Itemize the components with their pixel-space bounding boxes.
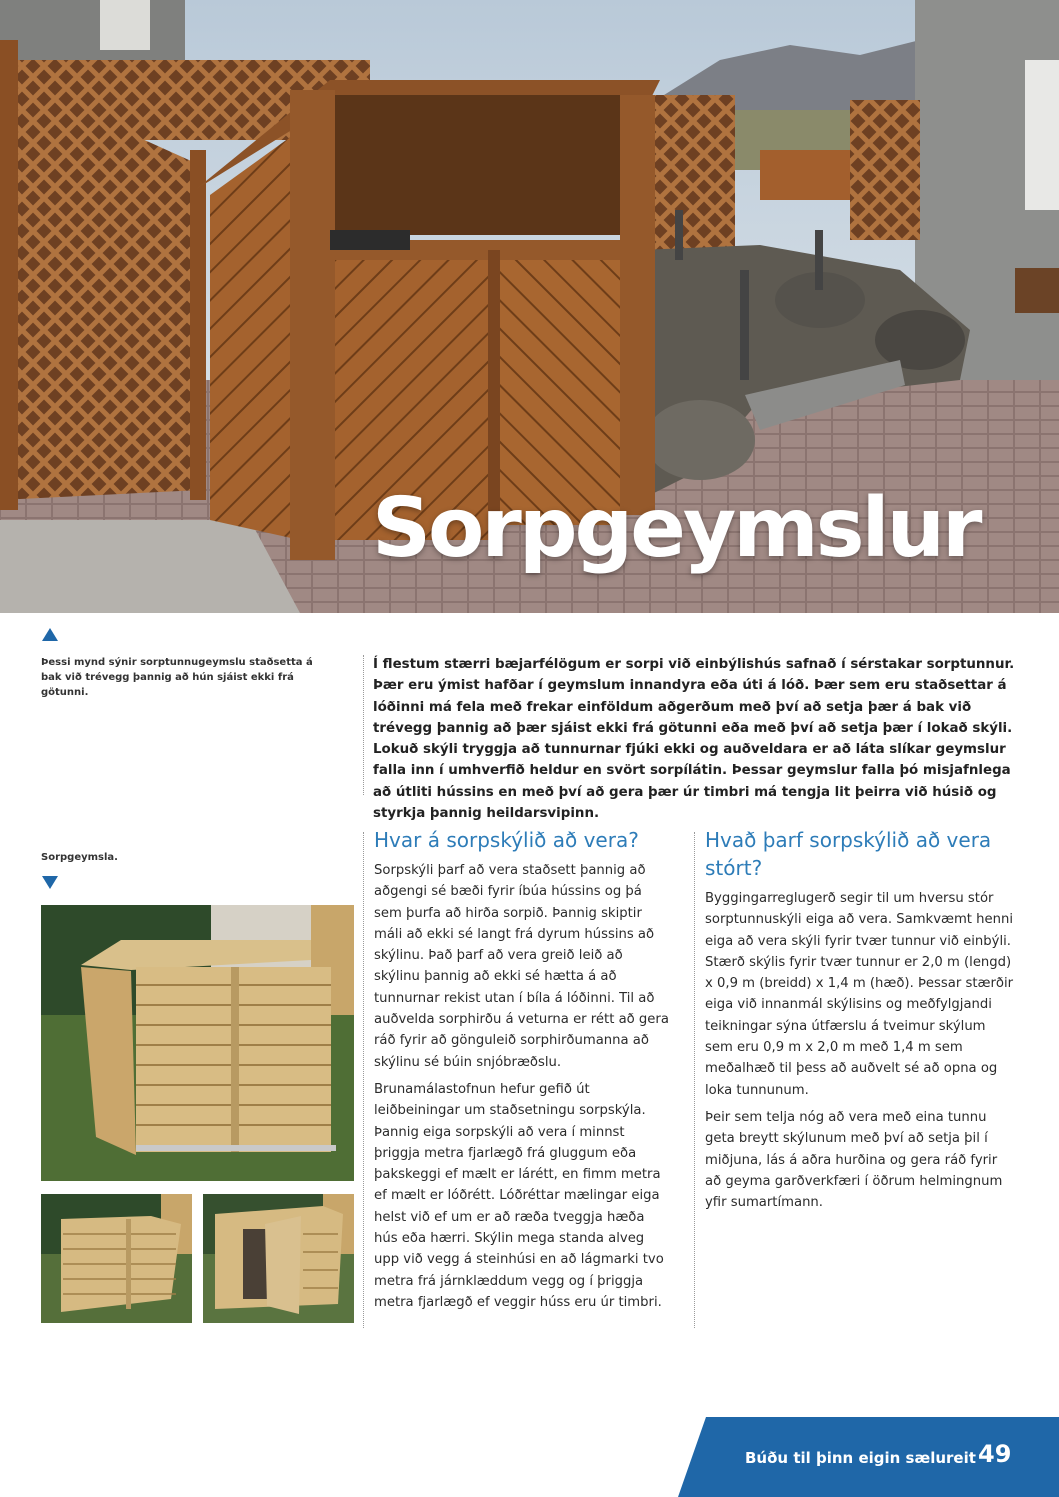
column-divider xyxy=(363,655,364,795)
footer-book-title: Búðu til þinn eigin sælureit xyxy=(745,1449,976,1467)
section-paragraph: Brunamálastofnun hefur gefið út leiðbeiningar um staðsetningu sorpskýla. Þannig eiga sorpskýli að vera í minnst þriggja metra fjarlægð frá gluggum eða þakskeggi ef mælt er lárétt, en fimm metra ef mælt er lóðrétt. Lóðréttar mælingar eiga helst við ef um er að ræða tveggja hæða hús eða hærri. Skýlin mega standa alveg upp við vegg á steinhúsi en að lágmarki tvo metra frá járnklæddum vegg og í þriggja metra fjarlægð ef veggir húss eru úr timbri. xyxy=(374,1081,664,1310)
section-location xyxy=(374,826,672,1319)
page-number: 49 xyxy=(978,1440,1012,1468)
caption-down-arrow-icon xyxy=(42,876,58,889)
column-divider xyxy=(363,832,364,1328)
section-paragraph: Sorpskýli þarf að vera staðsett þannig að aðgengi sé bæði fyrir íbúa hússins og þá sem þurfa að hirða sorpið. Þannig skiptir máli að ekki sé langt frá dyrum hússins að skýlinu. Það þarf að vera greið leið að skýlinu þannig að ekki sé hætta á að tunnurnar rekist utan í bíla á lóðinni. Til að auðvelda sorphirðu á veturna er rétt að gera ráð fyrir að gönguleið sorphirðumanna að skýlinu sé búin snjóbræðslu. xyxy=(374,863,669,1070)
section-paragraph: Þeir sem telja nóg að vera með eina tunnu geta breytt skýlunum með því að setja þil í miðjuna, lás á aðra hurðina og gera ráð fyrir að geyma garðverkfæri í öðrum helmingnum yfir sumartímann. xyxy=(705,1109,1003,1211)
page-title: Sorpgeymslur xyxy=(372,481,980,576)
section-heading: Hvað þarf sorpskýlið að vera stórt? xyxy=(705,828,992,880)
bin-shelter-illustration xyxy=(41,905,354,1181)
intro-paragraph: Í flestum stærri bæjarfélögum er sorpi við einbýlishús safnað í sérstakar sorptunnur. Þær eru ýmist hafðar í geymslum innandyra eða úti á lóð. Þær sem eru staðsettar á lóðinni má fela með frekar einföldum aðgerðum með því að setja þær á bak við trévegg þannig að þær sjáist ekki frá götunni eða með því að setja þær í lokað skýli. Lokuð skýli tryggja að tunnurnar fjúki ekki og auðveldara er að láta slíkar geymslur falla inn í umhverfið heldur en svört sorpílátin. Þessar geymslur falla þó misjafnlega að útliti hússins en með því að gera þær úr timbri má tengja lit þeirra við húsið og styrkja þannig heildarsvipinn. xyxy=(373,657,1015,822)
bin-shelter-open-illustration xyxy=(203,1194,354,1323)
photo-caption-top: Þessi mynd sýnir sorptunnugeymslu staðsetta á bak við trévegg þannig að hún sjáist ekki frá götunni. xyxy=(41,657,313,698)
photo-bin-shelter-open xyxy=(203,1194,354,1323)
section-paragraph: Byggingarreglugerð segir til um hversu stór sorptunnuskýli eiga að vera. Samkvæmt henni eiga að vera skýli fyrir tvær tunnur við einbýli. Stærð skýlis fyrir tvær tunnur er 2,0 m (lengd) x 0,9 m (breidd) x 1,4 m (hæð). Þessar stærðir eiga við innanmál skýlisins og meðfylgjandi teikningar sýna útfærslu á tveimur skýlum sem eru 0,9 m x 2,0 m með 1,4 m sem meðalhæð til þess að auðvelt sé að opna og loka tunnunum. xyxy=(705,891,1014,1098)
bin-shelter-closed-illustration xyxy=(41,1194,192,1323)
hero-photo xyxy=(0,0,1059,613)
caption-up-arrow-icon xyxy=(42,628,58,641)
photo-bin-shelter-closed xyxy=(41,1194,192,1323)
column-divider xyxy=(694,832,695,1328)
photo-bin-shelter-large xyxy=(41,905,354,1181)
section-size xyxy=(705,826,1015,1219)
section-heading: Hvar á sorpskýlið að vera? xyxy=(374,828,639,852)
photo-caption-bottom: Sorpgeymsla. xyxy=(41,852,118,863)
